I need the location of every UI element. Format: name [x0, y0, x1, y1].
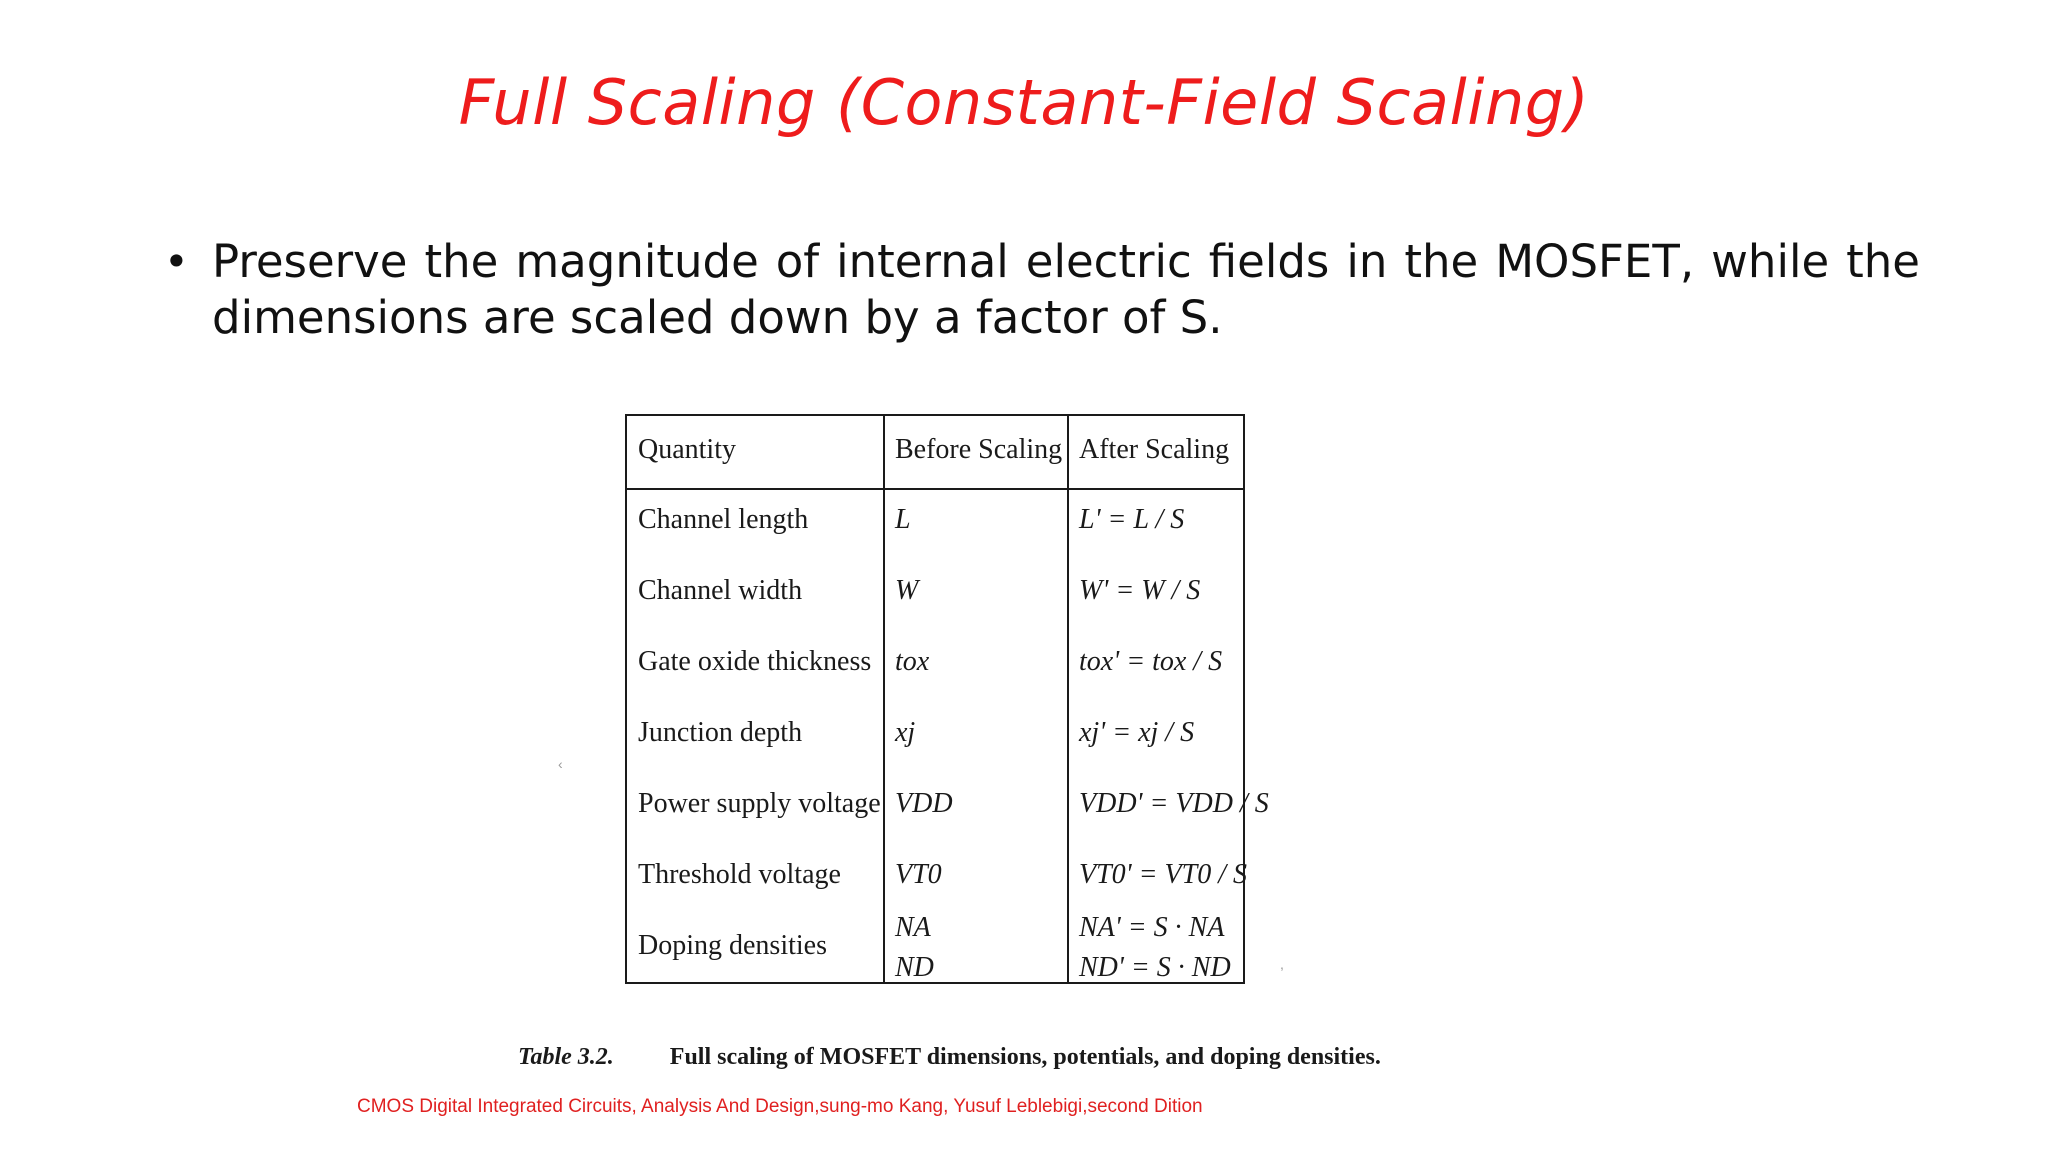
- table-cell-before: NA: [895, 912, 931, 943]
- table-header-after: After Scaling: [1079, 434, 1230, 465]
- table-cell-after: ND' = S · ND: [1079, 952, 1231, 983]
- table-cell-quantity: Power supply voltage: [638, 788, 881, 819]
- bullet-line-2: dimensions are scaled down by a factor of S.: [212, 291, 1223, 344]
- table-cell-after: VT0' = VT0 / S: [1079, 859, 1248, 890]
- table-cell-after: NA' = S · NA: [1079, 912, 1225, 943]
- table-caption: [518, 1044, 1381, 1071]
- table-cell-after: W' = W / S: [1079, 575, 1201, 606]
- table-cell-before: ND: [895, 952, 934, 983]
- table-cell-quantity: Gate oxide thickness: [638, 646, 872, 677]
- source-citation: CMOS Digital Integrated Circuits, Analysis And Design,sung-mo Kang, Yusuf Leblebigi,second Dition: [357, 1096, 1203, 1117]
- table-cell-quantity: Channel width: [638, 575, 803, 606]
- table-column-divider: [1067, 416, 1069, 982]
- scan-artifact: ,: [1280, 956, 1284, 972]
- table-cell-before: W: [895, 575, 919, 606]
- table-header-before: Before Scaling: [895, 434, 1063, 465]
- table-cell-before: L: [895, 504, 911, 535]
- table-cell-quantity: Threshold voltage: [638, 859, 841, 890]
- table-cell-after: xj' = xj / S: [1079, 717, 1195, 748]
- table-cell-after: tox' = tox / S: [1079, 646, 1223, 677]
- table-cell-before: tox: [895, 646, 930, 677]
- slide-title: Full Scaling (Constant-Field Scaling): [458, 66, 1590, 139]
- bullet-dot-icon: •: [164, 237, 189, 286]
- caption-label: Table 3.2.: [518, 1044, 614, 1070]
- bullet-line-1: Preserve the magnitude of internal electric fields in the MOSFET, while the: [212, 235, 1920, 288]
- caption-text: Full scaling of MOSFET dimensions, potentials, and doping densities.: [669, 1044, 1381, 1070]
- table-cell-before: xj: [895, 717, 916, 748]
- bullet-text: [212, 234, 1920, 346]
- table-cell-quantity: Doping densities: [638, 930, 827, 961]
- table-cell-quantity: Channel length: [638, 504, 809, 535]
- scaling-table: [625, 414, 1269, 984]
- table-column-divider: [883, 416, 885, 982]
- table-cell-quantity: Junction depth: [638, 717, 803, 748]
- table-header-quantity: Quantity: [638, 434, 736, 465]
- table-cell-after: L' = L / S: [1079, 504, 1185, 535]
- table-cell-before: VDD: [895, 788, 953, 819]
- scan-artifact: ‹: [558, 756, 563, 772]
- table-cell-after: VDD' = VDD / S: [1079, 788, 1269, 819]
- bullet-point: [164, 234, 1920, 346]
- table-header-rule: [627, 488, 1243, 490]
- table-cell-before: VT0: [895, 859, 942, 890]
